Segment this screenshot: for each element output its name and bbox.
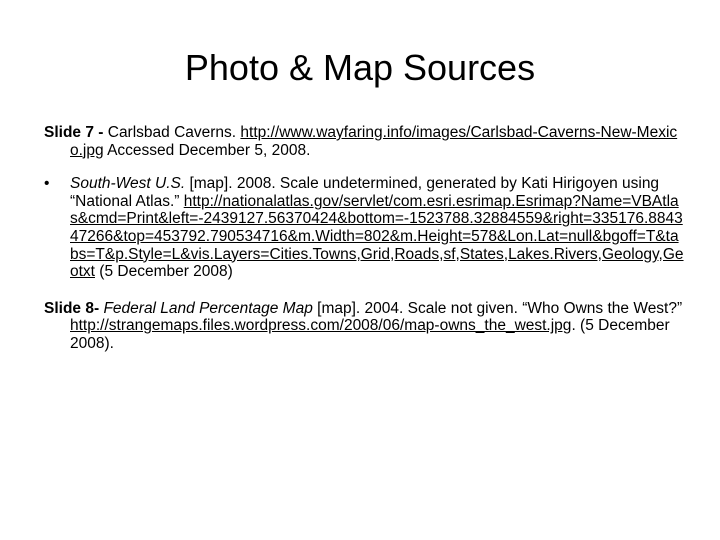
source-link[interactable]: http://www.wayfaring.info/images/Carlsbad-Caverns-New-Mexico.jpg (70, 124, 678, 159)
source-label: Slide 7 - (44, 124, 104, 141)
source-text: Carlsbad Caverns. (103, 124, 241, 141)
source-link[interactable]: http://strangemaps.files.wordpress.com/2008/06/map-owns_the_west.jpg (70, 317, 572, 335)
source-text: [map]. 2008. Scale undetermined, generated by Kati Hirigoyen using “National Atlas.” (70, 175, 660, 210)
source-map-title: South-West U.S. (70, 175, 186, 193)
source-south-west-map (44, 175, 684, 281)
source-link[interactable]: http://nationalatlas.gov/servlet/com.esri.esrimap.Esrimap?Name=VBAtlas&cmd=Print&left=-2439127.56370424&bottom=-1523788.32884559&right=335176.884347266&top=453792.790534716&m.Width=802&m.Height=578&Lon.Lat=null&bgoff=T&tabs=T&p.Style=L&vis.Layers=Cities.Towns,Grid,Roads,sf,States,Lakes.Rivers,Geology,Geotxt (70, 192, 684, 281)
source-accessed: Accessed December 5, 2008. (103, 141, 311, 159)
source-slide-7 (44, 124, 684, 159)
slide-title: Photo & Map Sources (184, 47, 536, 88)
source-map-title: Federal Land Percentage Map (99, 299, 313, 317)
sources-list (44, 124, 684, 353)
source-slide-8 (44, 300, 684, 353)
source-label: Slide 8- (44, 299, 100, 317)
bullet-icon: • (44, 175, 50, 193)
source-accessed: (5 December 2008) (94, 263, 233, 281)
source-text: [map]. 2004. Scale not given. “Who Owns the West?” (312, 299, 683, 317)
source-accessed: . (5 December 2008). (70, 317, 670, 352)
